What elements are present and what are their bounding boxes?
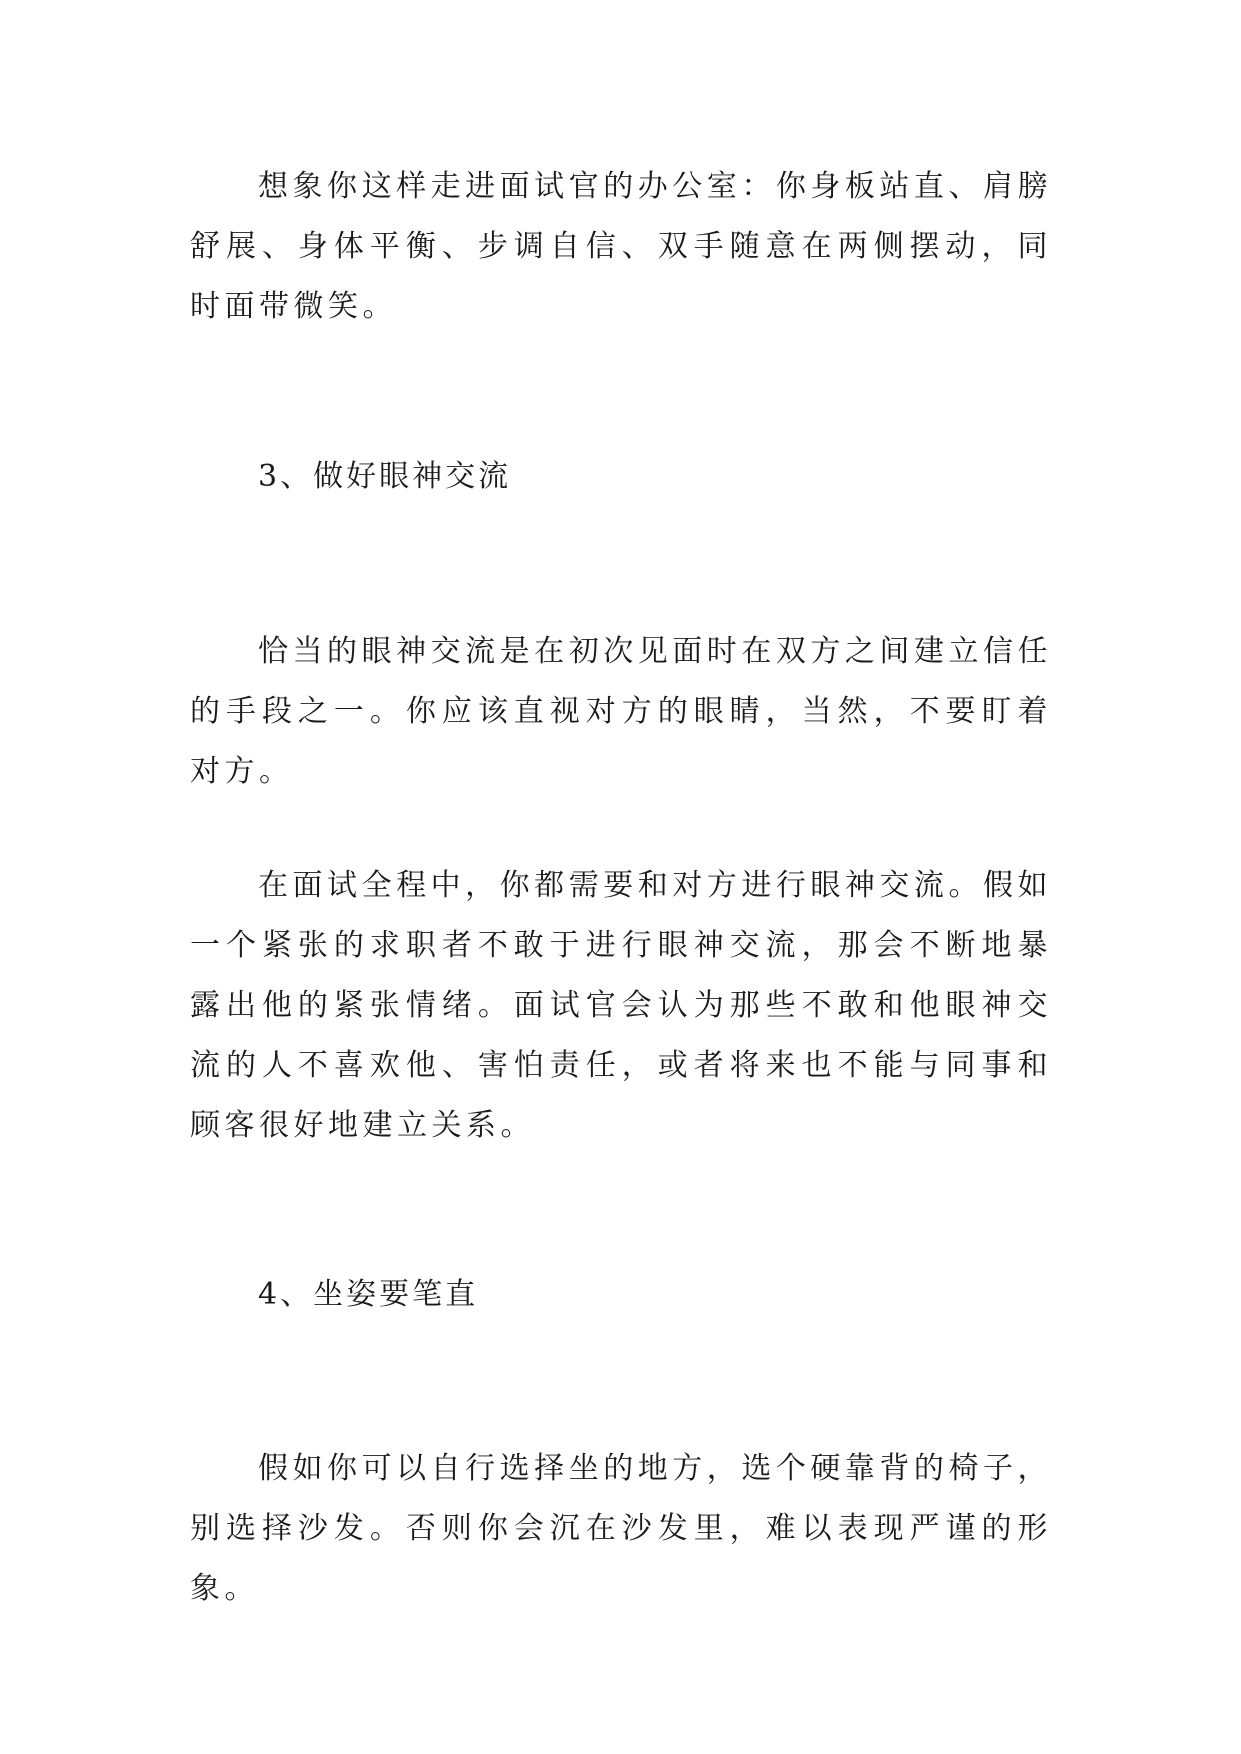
section-heading-eye-contact: 3、做好眼神交流 (258, 459, 512, 494)
paragraph-eye-contact-trust: 恰当的眼神交流是在初次见面时在双方之间建立信任的手段之一。你应该直视对方的眼睛，当然，不要盯着对方。 (190, 634, 1052, 789)
paragraph-posture-entry: 想象你这样走进面试官的办公室：你身板站直、肩膀舒展、身体平衡、步调自信、双手随意在两侧摆动，同时面带微笑。 (190, 169, 1052, 324)
section-heading-sitting-posture: 4、坐姿要笔直 (258, 1277, 479, 1312)
paragraph-eye-contact-throughout: 在面试全程中，你都需要和对方进行眼神交流。假如一个紧张的求职者不敢于进行眼神交流，那会不断地暴露出他的紧张情绪。面试官会认为那些不敢和他眼神交流的人不喜欢他、害怕责任，或者将来也不能与同事和顾客很好地建立关系。 (190, 868, 1052, 1143)
paragraph-choose-seat: 假如你可以自行选择坐的地方，选个硬靠背的椅子，别选择沙发。否则你会沉在沙发里，难以表现严谨的形象。 (190, 1451, 1052, 1606)
